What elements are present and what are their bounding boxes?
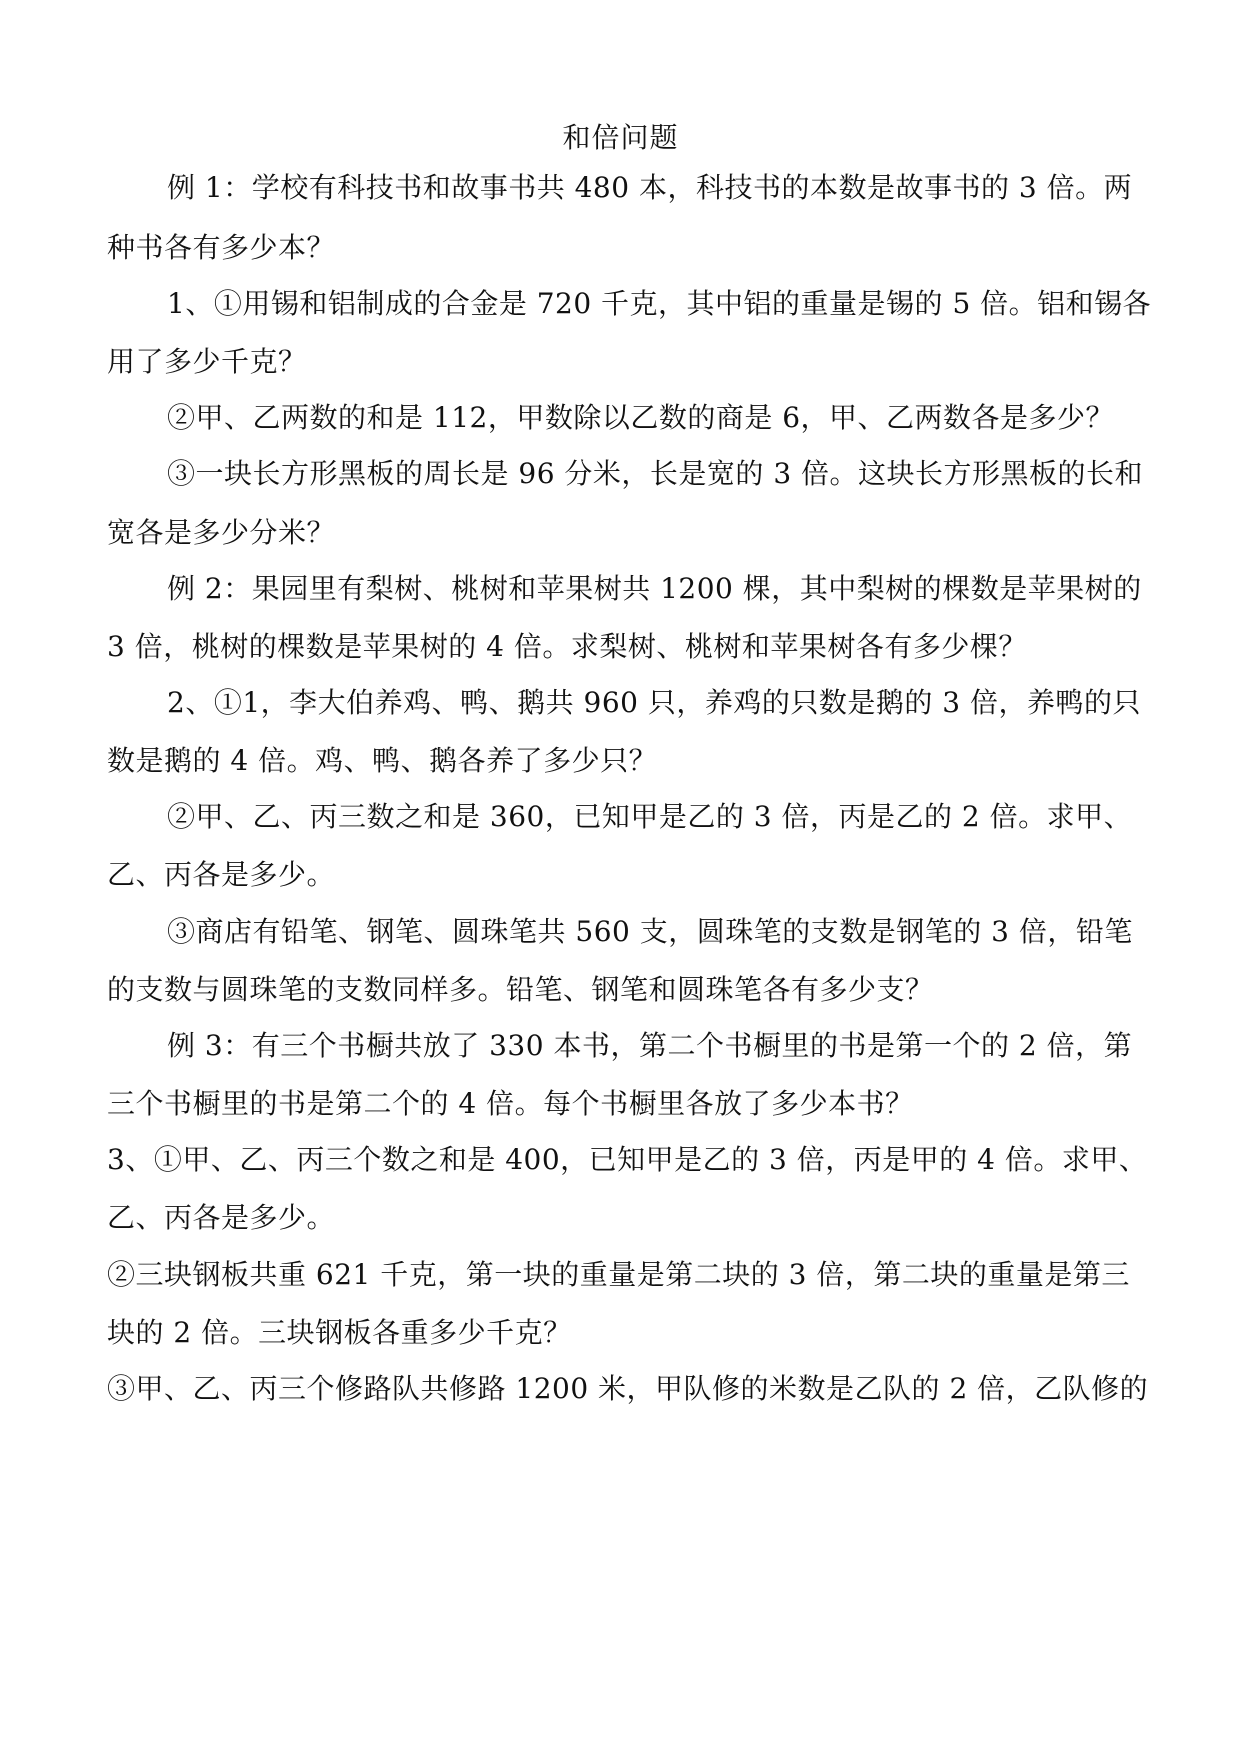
example-2-line-1: 例 2：果园里有梨树、桃树和苹果树共 1200 棵，其中梨树的棵数是苹果树的 bbox=[167, 572, 1142, 605]
exercise-2-2-line-2: 乙、丙各是多少。 bbox=[107, 858, 336, 891]
example-3-line-1: 例 3：有三个书橱共放了 330 本书，第二个书橱里的书是第一个的 2 倍，第 bbox=[167, 1029, 1133, 1062]
exercise-1-3-line-1: ③一块长方形黑板的周长是 96 分米，长是宽的 3 倍。这块长方形黑板的长和 bbox=[167, 457, 1144, 490]
exercise-1-1-line-1: 1、①用锡和铝制成的合金是 720 千克，其中铝的重量是锡的 5 倍。铝和锡各 bbox=[167, 287, 1152, 320]
exercise-2-3-line-2: 的支数与圆珠笔的支数同样多。铅笔、钢笔和圆珠笔各有多少支？ bbox=[107, 973, 934, 1006]
example-2-line-2: 3 倍，桃树的棵数是苹果树的 4 倍。求梨树、桃树和苹果树各有多少棵？ bbox=[107, 630, 1027, 663]
exercise-3-2-line-1: ②三块钢板共重 621 千克，第一块的重量是第二块的 3 倍，第二块的重量是第三 bbox=[107, 1258, 1130, 1291]
exercise-2-2-line-1: ②甲、乙、丙三数之和是 360，已知甲是乙的 3 倍，丙是乙的 2 倍。求甲、 bbox=[167, 800, 1133, 833]
example-3-line-2: 三个书橱里的书是第二个的 4 倍。每个书橱里各放了多少本书？ bbox=[107, 1087, 914, 1120]
exercise-3-2-line-2: 块的 2 倍。三块钢板各重多少千克？ bbox=[107, 1316, 572, 1349]
exercise-2-3-line-1: ③商店有铅笔、钢笔、圆珠笔共 560 支，圆珠笔的支数是钢笔的 3 倍，铅笔 bbox=[167, 915, 1133, 948]
exercise-2-1-line-1: 2、①1，李大伯养鸡、鸭、鹅共 960 只，养鸡的只数是鹅的 3 倍，养鸭的只 bbox=[167, 686, 1141, 719]
exercise-2-1-line-2: 数是鹅的 4 倍。鸡、鸭、鹅各养了多少只？ bbox=[107, 744, 658, 777]
exercise-3-1-line-1: 3、①甲、乙、丙三个数之和是 400，已知甲是乙的 3 倍，丙是甲的 4 倍。求甲、 bbox=[107, 1143, 1148, 1176]
exercise-3-3-line-1: ③甲、乙、丙三个修路队共修路 1200 米，甲队修的米数是乙队的 2 倍，乙队修的 bbox=[107, 1372, 1149, 1405]
exercise-1-2-line: ②甲、乙两数的和是 112，甲数除以乙数的商是 6，甲、乙两数各是多少？ bbox=[167, 401, 1115, 434]
exercise-3-1-line-2: 乙、丙各是多少。 bbox=[107, 1201, 336, 1234]
example-1-line-1: 例 1：学校有科技书和故事书共 480 本，科技书的本数是故事书的 3 倍。两 bbox=[167, 171, 1133, 204]
exercise-1-3-line-2: 宽各是多少分米？ bbox=[107, 516, 336, 549]
exercise-1-1-line-2: 用了多少千克？ bbox=[107, 345, 307, 378]
page-title: 和倍问题 bbox=[562, 121, 679, 154]
example-1-line-2: 种书各有多少本？ bbox=[107, 231, 336, 264]
